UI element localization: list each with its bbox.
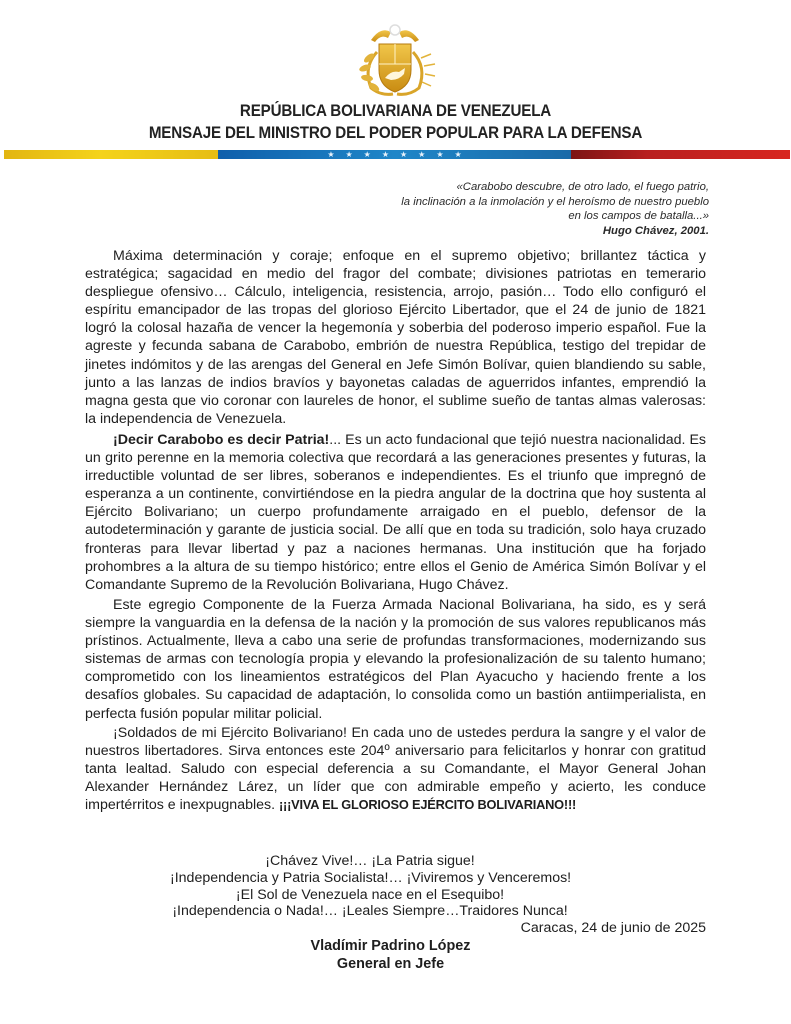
star-icon: ★ xyxy=(400,150,408,159)
flag-color-bar xyxy=(4,150,790,159)
closing-slogans xyxy=(170,853,570,920)
paragraph-text: Este egregio Componente de la Fuerza Armada Nacional Bolivariana, ha sido, es y será siempre la vanguardia en la defensa de la nación y la promoción de sus valores republicanos más prístinos. Actualmente, lleva a cabo una serie de profundas transformaciones, modernizando sus sistemas de armas con tecnología propia y elevando la profesionalización de su talento humano; comprometido con los lineamientos estratégicos del Plan Ayacucho y haciendo frente a los desafíos globales. Su capacidad de adaptación, lo consolida como un bastión antiimperialista, en perfecta fusión popular militar policial. xyxy=(85,597,706,722)
star-icon: ★ xyxy=(381,150,389,159)
slogan-line: ¡Chávez Vive!… ¡La Patria sigue! xyxy=(265,853,475,869)
star-icon: ★ xyxy=(454,150,462,159)
epigraph-line: «Carabobo descubre, de otro lado, el fuego patrio, xyxy=(456,181,709,193)
signatory-name: Vladímir Padrino López xyxy=(310,938,471,954)
epigraph-line: en los campos de batalla...» xyxy=(568,210,709,222)
paragraph-text: Máxima determinación y coraje; enfoque en el supremo objetivo; brillantez táctica y estratégica; sagacidad en medio del fragor del combate; divisiones patriotas en temerario despliegue ofensivo… Cálculo, inteligencia, resistencia, arrojo, pasión… Todo ello configuró el espíritu emancipador de las tropas del glorioso Ejército Libertador, que el 24 de junio de 1821 logró la colosal hazaña de vencer la hegemonía y soberbia del poderoso imperio español. Fue la agreste y fecunda sabana de Carabobo, embrión de nuestra República, testigo del trepidar de jinetes indómitos y de las arengas del General en Jefe Simón Bolívar, quien blandiendo su sable, junto a las lanzas de indios bravíos y bayonetas caladas de aguerridos infantes, emprendió la magna gesta que vio coronar con laureles de honor, el sublime sueño de tantas almas valerosas: la independencia de Venezuela. xyxy=(85,248,706,427)
signature-block xyxy=(0,937,791,973)
flag-red-stripe xyxy=(571,150,790,159)
star-icon: ★ xyxy=(363,150,371,159)
body-paragraph-3 xyxy=(85,596,706,723)
paragraph-text xyxy=(85,724,706,814)
star-icon: ★ xyxy=(327,150,335,159)
header-republic: REPÚBLICA BOLIVARIANA DE VENEZUELA xyxy=(239,102,552,120)
paragraph-text xyxy=(85,431,706,594)
signatory-title: General en Jefe xyxy=(336,956,445,972)
slogan-line: ¡El Sol de Venezuela nace en el Esequibo! xyxy=(235,886,505,903)
slogan-line: ¡Independencia o Nada!… ¡Leales Siempre…Traidores Nunca! xyxy=(172,903,568,920)
paragraph-body: ¡Soldados de mi Ejército Bolivariano! En cada uno de ustedes perdura la sangre y el valor de nuestros libertadores. Sirva entonces este 204º aniversario para felicitarlos y honrar con gratitud tanta lealtad. Saludo con especial deferencia a su Comandante, el Mayor General Johan Alexander Hernández Lárez, un líder que con admirable empeño y acierto, les conduce impertérritos e inexpugnables. xyxy=(85,725,706,814)
body-paragraph-1 xyxy=(85,247,706,428)
place-and-date: Caracas, 24 de junio de 2025 xyxy=(520,920,706,936)
slogan-line: ¡Independencia y Patria Socialista!… ¡Viviremos y Venceremos! xyxy=(170,869,572,886)
flag-blue-stripe xyxy=(218,150,571,159)
epigraph-author: Hugo Chávez, 2001. xyxy=(602,224,709,237)
star-icon: ★ xyxy=(418,150,426,159)
header-ministry-message: MENSAJE DEL MINISTRO DEL PODER POPULAR PARA LA DEFENSA xyxy=(148,124,643,142)
body-paragraph-2 xyxy=(85,431,706,594)
venezuela-coat-of-arms-icon xyxy=(341,22,449,98)
flag-yellow-stripe xyxy=(4,150,218,159)
star-icon: ★ xyxy=(436,150,444,159)
star-icon: ★ xyxy=(345,150,353,159)
epigraph xyxy=(401,180,709,238)
paragraph-bold-lead: ¡Decir Carabobo es decir Patria! xyxy=(113,432,330,448)
epigraph-line: la inclinación a la inmolación y el heroísmo de nuestro pueblo xyxy=(401,195,709,208)
paragraph-rest: ... Es un acto fundacional que tejió nuestra nacionalidad. Es un grito perenne en la memoria colectiva que recordará a las generaciones presentes y futuras, la irreductible voluntad de ser libres, soberanos e independientes. Es el triunfo que impregnó de esperanza a un continente, convirtiéndose en la piedra angular de la doctrina que hoy sustenta al Ejército Bolivariano; un cuerpo profundamente arraigado en el pueblo, defensor de la autodeterminación y garante de justicia social. De allí que en toda su tradición, solo haya cruzado fronteras para llevar libertad y paz a naciones hermanas. Una institución que ha forjado prohombres a la altura de su tiempo histórico; entre ellos el Genio de América Simón Bolívar y el Comandante Supremo de la Revolución Bolivariana, Hugo Chávez. xyxy=(85,432,707,593)
body-paragraph-4 xyxy=(85,724,706,814)
paragraph-bold-exclamation: ¡¡¡VIVA EL GLORIOSO EJÉRCITO BOLIVARIANO!!! xyxy=(279,797,577,813)
